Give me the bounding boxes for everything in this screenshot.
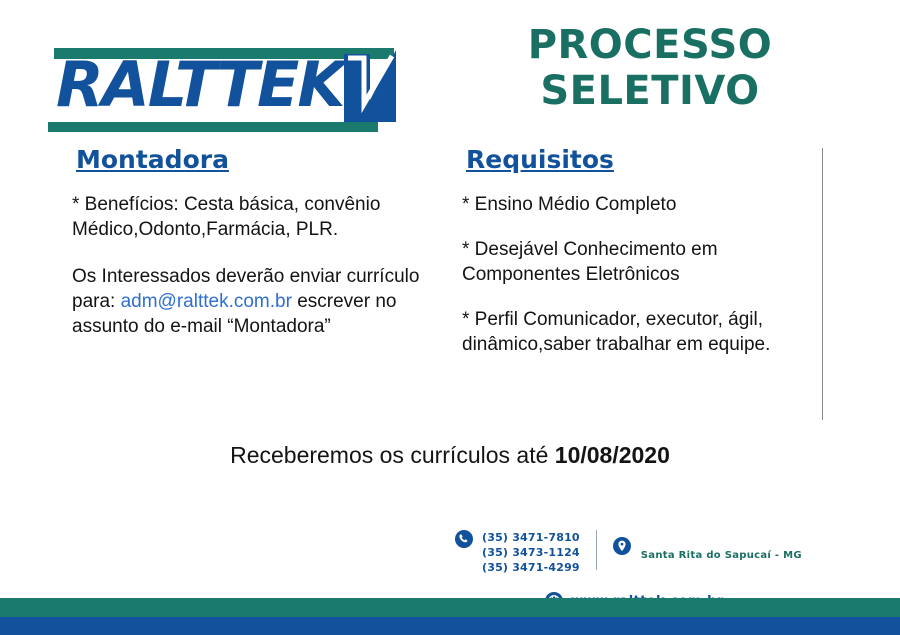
deadline-date: 10/08/2020 [554,442,670,468]
logo-wordmark: RALTTEK [56,48,344,121]
instructions-pre: Os Interessados deverão enviar currículo para: [72,266,420,312]
location-text: Santa Rita do Sapucaí - MG [640,550,802,561]
phone-numbers [482,530,580,575]
footer-band-blue [0,617,900,635]
phone-number: (35) 3473-1124 [482,546,580,559]
column-divider [822,148,823,420]
phone-number: (35) 3471-7810 [482,531,580,544]
page-title [430,22,870,114]
checkmark-icon [340,48,400,124]
section-requisitos [462,145,832,377]
phone-number: (35) 3471-4299 [482,561,580,574]
footer-divider [596,530,597,570]
deadline-label: Receberemos os currículos até [230,442,555,468]
footer-contacts [455,530,802,575]
company-logo [48,18,393,133]
section-montadora [72,145,432,359]
requisito-item: * Desejável Conhecimento em Componentes Eletrônicos [462,239,718,285]
logo-bar-bottom [48,122,378,132]
deadline-text [0,442,900,469]
requisitos-heading: Requisitos [466,145,614,174]
montadora-instructions [72,264,432,339]
instructions-post: escrever no assunto do e-mail “Montadora” [72,291,397,337]
montadora-benefits: * Benefícios: Cesta básica, convênio Médico,Odonto,Farmácia, PLR. [72,194,381,240]
phone-icon [455,530,473,548]
location-pin-icon [613,537,631,555]
footer-band-teal [0,598,900,617]
requisito-item: * Ensino Médio Completo [462,194,677,215]
contact-email-link[interactable]: adm@ralttek.com.br [120,291,292,312]
footer-location [613,530,802,561]
requisito-item: * Perfil Comunicador, executor, ágil, dinâmico,saber trabalhar em equipe. [462,309,771,355]
page-title-line2: SELETIVO [540,68,760,114]
montadora-heading: Montadora [76,145,229,174]
page-title-line1: PROCESSO [527,22,773,68]
